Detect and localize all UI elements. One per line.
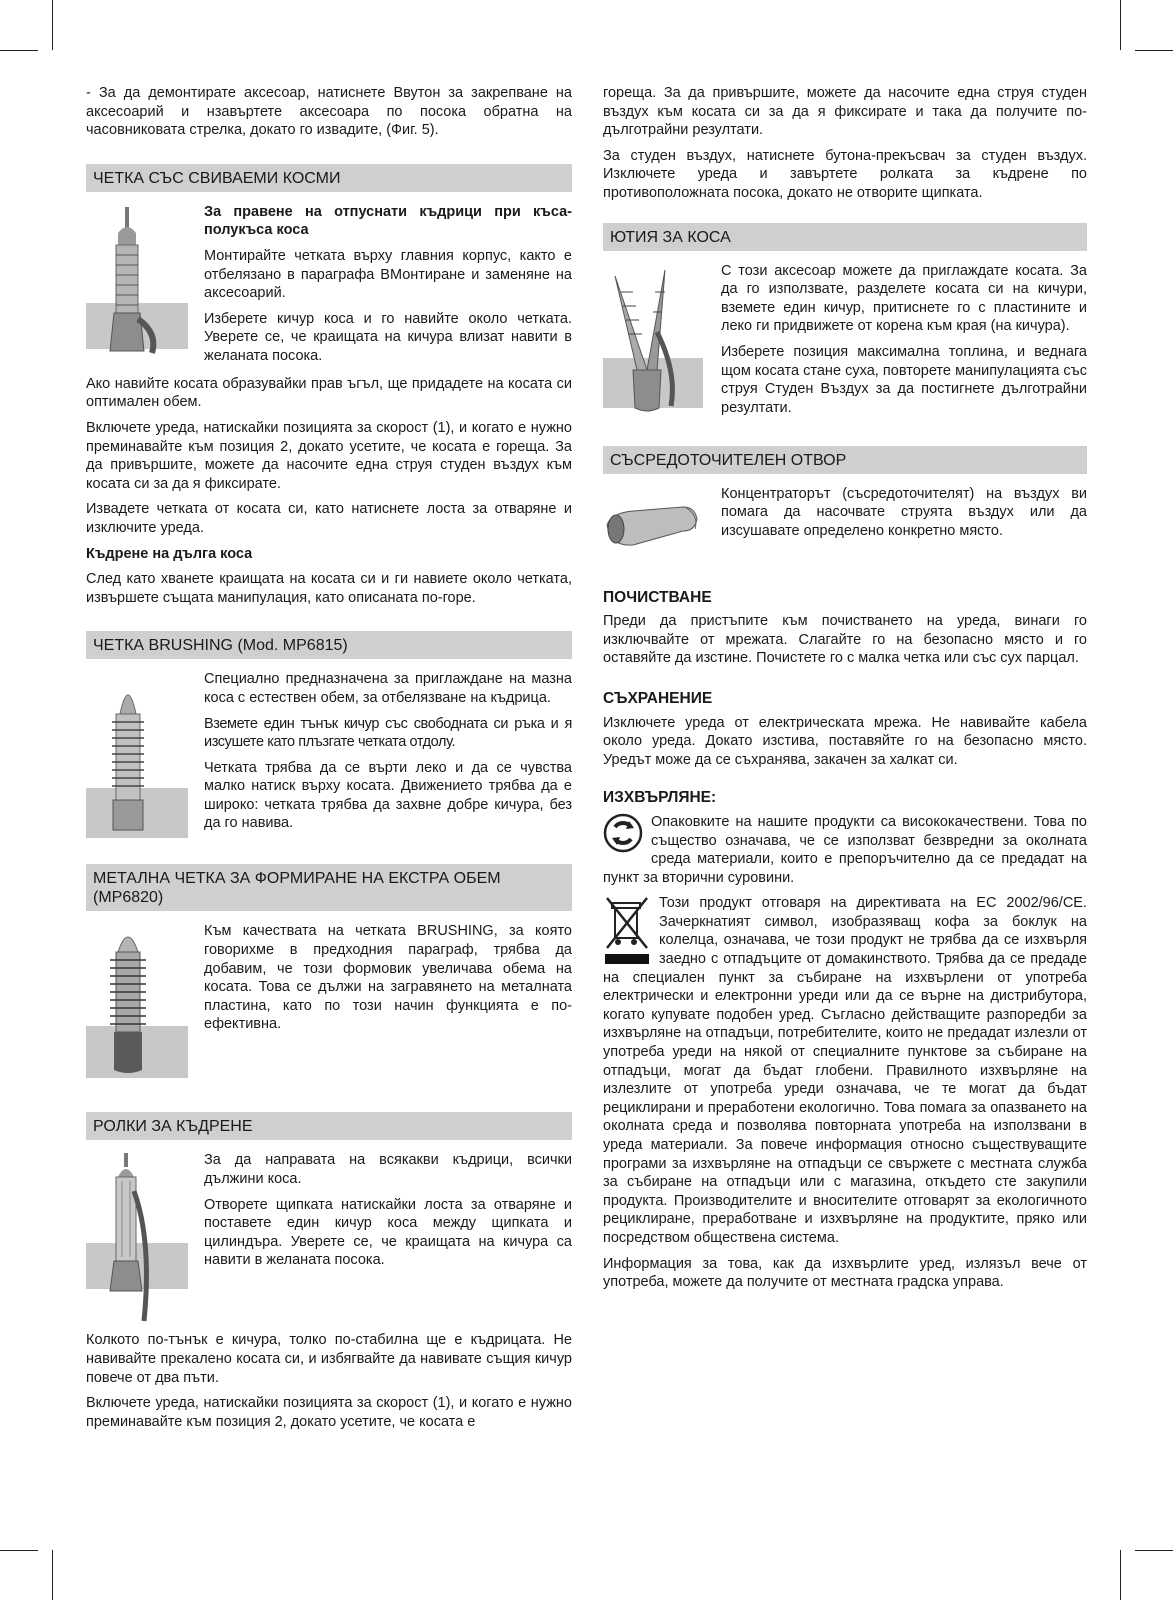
brushing-brush-icon [86, 670, 204, 856]
section-brushing [86, 670, 572, 856]
recycle-icon [603, 813, 643, 853]
paragraph: Извадете четката от косата си, като натиснете лоста за отваряне и изключите уреда. [86, 501, 572, 536]
cleaning-heading: ПОЧИСТВАНЕ [603, 588, 712, 606]
paragraph: Ако навийте косата образувайки прав ъгъл, ще придадете на косата си оптимален обем. [86, 375, 572, 411]
crop-mark [52, 0, 53, 50]
paragraph: Включете уреда, натискайки позицията за скорост (1), и когато е нужно преминавайте към позиция 2, докато усетите, че косата е гореща. За да привършите, можете да насочите една струя студен въздух към косата си за да я фиксирате. [86, 419, 572, 492]
concentrator-text [721, 485, 1087, 575]
crop-mark [0, 50, 38, 51]
section-header-concentrator: СЪСРЕДОТОЧИТЕЛЕН ОТВОР [603, 446, 1087, 474]
crop-mark [1120, 1550, 1121, 1600]
concentrator-nozzle-icon [603, 485, 721, 565]
curling-illustration [86, 1151, 204, 1331]
crop-mark [1135, 1550, 1173, 1551]
paragraph: Информация за това, как да изхвърлите уред, излязъл вече от употреба, можете да получите от местната градска управа. [603, 1255, 1087, 1291]
paragraph: Изберете позиция максимална топлина, и веднага щом косата стане суха, повторете манипулацията със струя Студен Въздух за да постигнете дълготрайни резултати. [721, 343, 1087, 416]
curling-tong-icon [86, 1151, 204, 1331]
retractable-brush-text [204, 203, 572, 375]
paragraph: За студен въздух, натиснете бутона-прекъсвач за студен въздух. Изключете уреда и завъртете ролката за къдрене по противоположната посока, докато не отворите щипката. [603, 147, 1087, 201]
section-straightener [603, 262, 1087, 432]
section-header-metal-brush: МЕТАЛНА ЧЕТКА ЗА ФОРМИРАНЕ НА ЕКСТРА ОБЕМ (MP6820) [86, 864, 572, 911]
intro-paragraph: - За да демонтирате аксесоар, натиснете Ввутон за закрепване на аксесоарий и нзавъртете аксесоара по посока обратна на часовниковата стрелка, докато го извадите, (Фиг. 5). [86, 85, 572, 139]
paragraph [603, 813, 1087, 887]
section-subtitle: За правене на отпуснати къдрици при къса-полукъса коса [204, 203, 572, 239]
left-column [86, 84, 572, 1438]
brushing-text [204, 670, 572, 856]
straightener-illustration [603, 262, 721, 432]
paragraph: Преди да пристъпите към почистването на уреда, винаги го изключвайте от мрежата. Слагайте го на безопасно място и го оставяйте да изстине. Почистете го с малка четка или със сух парцал. [603, 613, 1087, 667]
hair-straightener-icon [603, 262, 721, 432]
crop-mark [1135, 50, 1173, 51]
section-header-curling: РОЛКИ ЗА КЪДРЕНЕ [86, 1112, 572, 1140]
paragraph: Монтирайте четката върху главния корпус, както е отбелязано в параграфа ВМонтиране и заменяне на аксесоарий. [204, 247, 572, 302]
crop-mark [1120, 0, 1121, 50]
paragraph: Включете уреда, натискайки позицията за скорост (1), и когато е нужно преминавайте към позиция 2, докато усетите, че косата е [86, 1395, 572, 1430]
paragraph: гореща. За да привършите, можете да насочите една струя студен въздух към косата си за да я фиксирате и така да получите по-дълготрайни резултати. [603, 85, 1087, 139]
crop-mark [52, 1550, 53, 1600]
retractable-brush-illustration [86, 203, 204, 375]
paragraph: Изключете уреда от електрическата мрежа. Не навивайте кабела около уреда. Докато изстива, поставяйте го на безопасно място. Уредът може да се съхранява, закачен за халкат си. [603, 714, 1087, 768]
metal-brush-text [204, 922, 572, 1082]
section-metal-brush [86, 922, 572, 1082]
metal-volume-brush-icon [86, 922, 204, 1082]
section-header-straightener: ЮТИЯ ЗА КОСА [603, 223, 1087, 251]
section-concentrator [603, 485, 1087, 575]
right-column [603, 84, 1087, 1299]
straightener-text [721, 262, 1087, 432]
disposal-heading: ИЗХВЪРЛЯНЕ: [603, 789, 717, 807]
section-subtitle: Къдрене на дълга коса [86, 545, 253, 562]
paragraph: Четката трябва да се върти леко и да се чувства малко натиск върху косата. Движението трябва да е широко: четката трябва да захвне добре кичура, без да го навива. [204, 759, 572, 832]
disposal-text-1: Опаковките на нашите продукти са висококачествени. Това по същество означава, че се използват безвредни за околната среда материали, които е препоръчително да се предадат на пункт за вторични суровини. [603, 813, 1087, 886]
paragraph: Вземете един тънък кичур със свободната си ръка и я изсушете като плъзгате четката отдолу. [204, 715, 572, 751]
concentrator-illustration [603, 485, 721, 575]
curling-text [204, 1151, 572, 1331]
paragraph: След като хванете краищата на косата си и ги навиете около четката, извършете същата манипулация, като описаната по-горе. [86, 571, 572, 606]
section-header-retractable-brush: ЧЕТКА СЪС СВИВАЕМИ КОСМИ [86, 164, 572, 192]
section-header-brushing: ЧЕТКА BRUSHING (Mod. MP6815) [86, 631, 572, 659]
storage-heading: СЪХРАНЕНИЕ [603, 689, 713, 707]
brushing-brush-illustration [86, 670, 204, 856]
retractable-brush-icon [86, 203, 204, 375]
section-retractable-brush [86, 203, 572, 375]
paragraph: Колкото по-тънък е кичура, толко по-стабилна ще е къдрицата. Не навивайте прекалено косата си, и избягвайте да навивате същия кичур повече от два пъти. [86, 1332, 572, 1386]
paragraph: Отворете щипката натискайки лоста за отваряне и поставете един кичур коса между щипката и цилиндъра. Уверете се, че краищата на кичура са навити в желаната посока. [204, 1196, 572, 1269]
crossed-bin-icon [603, 894, 651, 966]
paragraph: Към качествата на четката BRUSHING, за която говорихме в предходния параграф, трябва да добавим, че този формовик увеличава обема на косата. Това се дължи на загравянето на металната пластина, като по този начин функцията е по-ефективна. [204, 923, 572, 1033]
paragraph: Специално предназначена за приглаждане на мазна коса с естествен обем, за отбелязване на къдрица. [204, 671, 572, 706]
paragraph: С този аксесоар можете да приглаждате косата. За да го използвате, разделете косата си на кичури, вземете един кичур, притиснете го с пластините и леко ги придвижете от корена към края (на кичура). [721, 262, 1087, 335]
disposal-text-2: Този продукт отговаря на директивата на ЕС 2002/96/СЕ. Зачеркнатият символ, изобразяващ кофа за боклук на колелца, означава, че този продукт не трябва да се изхвърля заедно с отпадъците от домакинството. Трябва да се предаде на специален пункт за събиране на изхвърлени от употреба електрически и електронни уреди или да се върне на дистрибутора, когато купувате подобен уред. Съгласно действащите разпоредби за изхвърляне на отпадъци, потребителите, които не предадат излезли от употреба уреди на някой от специалните пунктове за събиране на отпадъци, могат да бъдат глобени. Правилното изхвърляне на излезлите от употреба уреди означава, че те могат да бъдат рециклирани и преработени екологично. Това помага за опазването на околната среда и позволява повторната употреба на използвани в уреда материали. За повече информация относно съществуващите програми за изхвърляне на отпадъци се свържете с местната служба за събиране на отпадъци или с магазина, откъдето сте закупили продукта. Производителите и вносителите отговарят за екологичното рециклиране, преработване и изхвърляне на продуктите, пряко или посредством обществена система. [603, 895, 1087, 1246]
paragraph: Концентраторът (съсредоточителят) на въздух ви помага да насочвате струята въздух или да изсушавате определено конкретно място. [721, 485, 1087, 539]
metal-brush-illustration [86, 922, 204, 1082]
paragraph [603, 894, 1087, 1247]
paragraph: Изберете кичур коса и го навийте около четката. Уверете се, че краищата на кичура влизат навити в желаната посока. [204, 310, 572, 364]
paragraph: За да направата на всякакви къдрици, всички дължини коса. [204, 1152, 572, 1187]
crop-mark [0, 1550, 38, 1551]
section-curling [86, 1151, 572, 1331]
